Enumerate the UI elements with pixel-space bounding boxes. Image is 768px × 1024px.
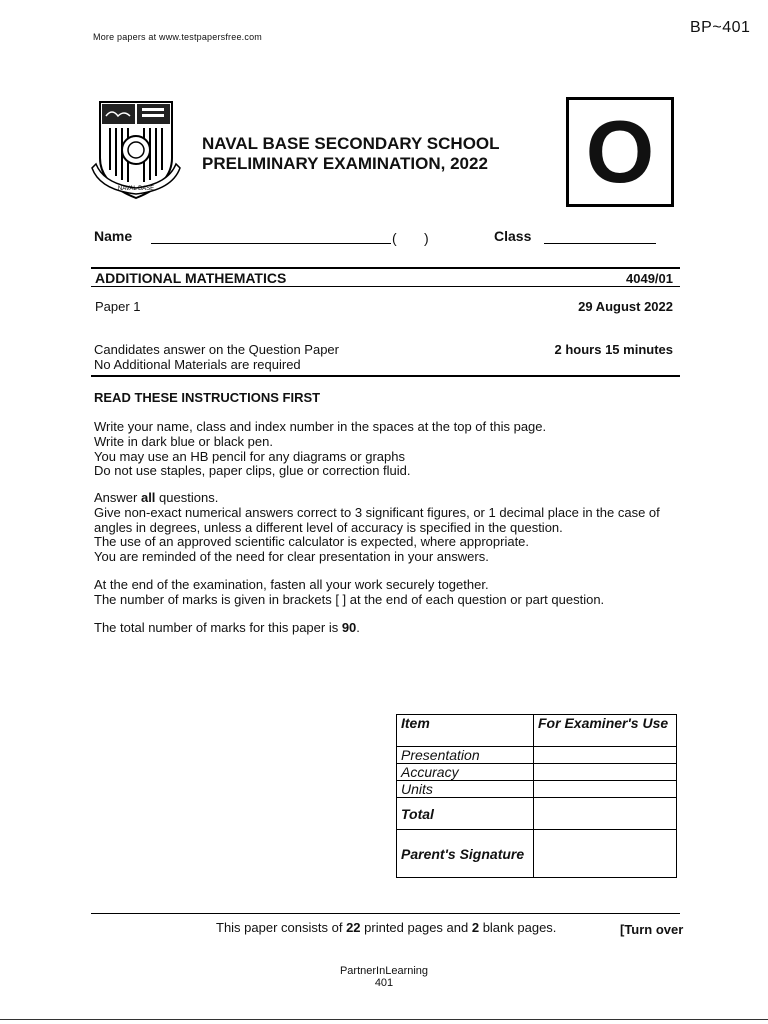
materials-info [94,342,339,372]
index-paren-close: ) [424,230,429,246]
exam-title: PRELIMINARY EXAMINATION, 2022 [202,154,488,173]
table-row-accuracy: Accuracy [397,764,534,781]
materials-line-1: Candidates answer on the Question Paper [94,342,339,357]
subject-underline [91,286,680,287]
page-count-note: This paper consists of 22 printed pages and 2 blank pages. [216,920,557,935]
class-label: Class [494,228,532,244]
school-name: NAVAL BASE SECONDARY SCHOOL [202,134,500,153]
turn-over-label: [Turn over [620,922,684,937]
partner-footer [0,965,768,989]
units-mark-cell[interactable] [534,781,677,798]
name-label: Name [94,228,133,244]
school-crest-logo [90,98,182,200]
school-title [202,134,500,174]
instruction-line: You are reminded of the need for clear presentation in your answers. [94,549,489,565]
instructions-rule [91,375,680,377]
table-header-item: Item [397,715,534,747]
table-row-units: Units [397,781,534,798]
svg-text:NAVAL BASE: NAVAL BASE [117,186,155,192]
footer-rule [91,913,680,914]
instruction-line: angles in degrees, unless a different level of accuracy is specified in the question. [94,519,563,535]
answer-all-line: Answer all questions. [94,490,219,505]
instructions-heading: READ THESE INSTRUCTIONS FIRST [94,390,321,405]
table-row-total: Total [397,798,534,830]
subject-code: 4049/01 [626,271,673,286]
stream-letter-box: O [566,97,674,207]
instructions-block-3 [94,578,674,608]
partner-name: PartnerInLearning [339,965,429,977]
instruction-line: Write your name, class and index number in the spaces at the top of this page. [94,419,547,434]
table-header-examiner: For Examiner's Use [534,715,677,747]
accuracy-mark-cell[interactable] [534,764,677,781]
materials-line-2: No Additional Materials are required [94,357,301,372]
bottom-rule [0,1019,768,1020]
instruction-line: You may use an HB pencil for any diagrams or graphs [94,448,405,464]
subject-top-rule [91,267,680,269]
website-url: More papers at www.testpapersfree.com [93,32,262,42]
table-row-signature: Parent's Signature [397,830,534,878]
instruction-line: Write in dark blue or black pen. [94,433,273,449]
class-field-line[interactable] [544,231,656,244]
name-field-line[interactable] [151,231,391,244]
exam-duration: 2 hours 15 minutes [554,342,673,357]
instruction-line: Do not use staples, paper clips, glue or correction fluid. [94,463,411,479]
total-marks-value: 90 [341,620,357,635]
subject-title: ADDITIONAL MATHEMATICS [95,270,287,286]
paper-number: Paper 1 [95,299,141,314]
paper-code: BP~401 [690,19,751,36]
instructions-block-2 [94,491,674,565]
signature-cell[interactable] [534,830,677,878]
presentation-mark-cell[interactable] [534,747,677,764]
index-paren-open: ( [392,230,397,246]
table-row-presentation: Presentation [397,747,534,764]
examiner-use-table [396,714,677,878]
instructions-block-1 [94,420,674,479]
total-marks-line: The total number of marks for this paper is 90. [94,620,360,635]
exam-date: 29 August 2022 [578,299,673,314]
instruction-line: The number of marks is given in brackets [ ] at the end of each question or part question. [94,591,605,607]
instruction-line: At the end of the examination, fasten all your work securely together. [94,577,489,592]
instruction-line: Give non-exact numerical answers correct to 3 significant figures, or 1 decimal place in the case of [94,504,660,520]
total-mark-cell[interactable] [534,798,677,830]
page-code: 401 [374,977,394,989]
instruction-line: The use of an approved scientific calculator is expected, where appropriate. [94,534,530,550]
